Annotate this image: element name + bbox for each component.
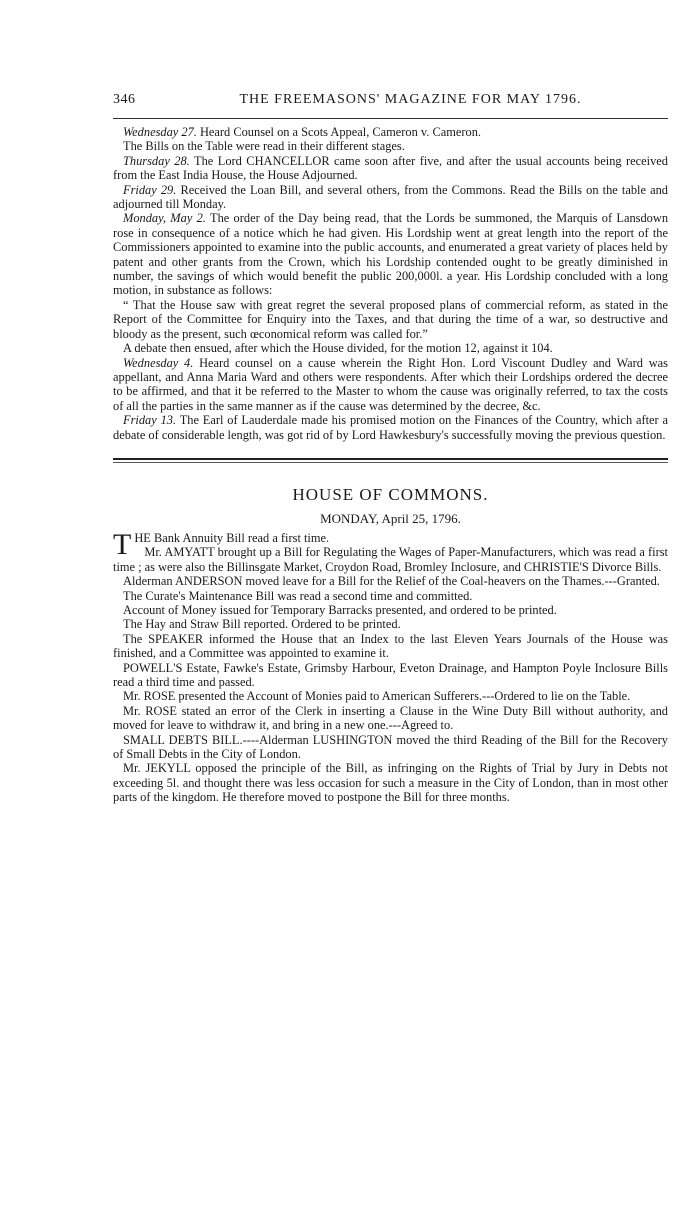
lords-entry: Thursday 28. The Lord CHANCELLOR came soon after five, and after the usual accounts being received from the East India House, the House Adjourned. (113, 153, 669, 183)
lords-entry: The Bills on the Table were read in their different stages. (123, 139, 405, 154)
lords-entry: Monday, May 2. The order of the Day being read, that the Lords be summoned, the Marquis of Lansdown rose in consequence of a notice which he had given. His Lordship went at great length into the report of the Commissioners appointed to examine into the public accounts, and enumerated a great variety of places held by patent and other grants from the Crown, which his Lordship contended ought to be greatly diminished in number, the savings of which would benefit the public 200,000l. a year. His Lordship concluded with a long motion, in substance as follows: (113, 211, 669, 298)
commons-entry: The Hay and Straw Bill reported. Ordered to be printed. (123, 617, 401, 632)
commons-entry: Mr. AMYATT brought up a Bill for Regulating the Wages of Paper-Manufacturers, which was read a first time ; as were also the Billinsgate Market, Croydon Road, Bromley Inclosure, and CHRISTIE'S Divorce Bills. (113, 545, 668, 574)
page-number: 346 (113, 92, 136, 107)
commons-entry: Mr. JEKYLL opposed the principle of the Bill, as infringing on the Rights of Trial by Jury in Debts not exceeding 5l. and thought there was less occasion for such a measure in the City of London, than in most other parts of the kingdom. He therefore moved to postpone the Bill for three months. (113, 761, 668, 805)
commons-proceedings (113, 527, 668, 805)
section-divider-thin (113, 462, 668, 463)
section-date: MONDAY, April 25, 1796. (320, 510, 461, 526)
lords-proceedings (113, 125, 668, 442)
lords-entry: Wednesday 4. Heard counsel on a cause wherein the Right Hon. Lord Viscount Dudley and Ward was appellant, and Anna Maria Ward and others were respondents. After which their Lordships ordered the decree to be affirmed, and that it be referred to the Master to whom the cause was originally referred, to tax the costs of all the parties in the same manner as if the cause was determined by the decree, &c. (113, 355, 668, 413)
commons-entry: Account of Money issued for Temporary Barracks presented, and ordered to be printed. (123, 602, 557, 617)
header-rule (113, 118, 668, 119)
lords-entry: A debate then ensued, after which the House divided, for the motion 12, against it 104. (123, 341, 553, 356)
lords-motion-quote: “ That the House saw with great regret the several proposed plans of commercial reform, as stated in the Report of the Committee for Enquiry into the Taxes, and that during the time of a war, so destructive and bloody as the present, such œconomical reform was called for.” (113, 297, 668, 341)
running-title: THE FREEMASONS' MAGAZINE FOR MAY 1796. (239, 92, 582, 107)
commons-entry: Alderman ANDERSON moved leave for a Bill for the Relief of the Coal-heavers on the Thames.---Granted. (123, 574, 660, 589)
commons-entry: Mr. ROSE presented the Account of Monies paid to American Sufferers.---Ordered to lie on the Table. (123, 689, 631, 704)
commons-entry: SMALL DEBTS BILL.----Alderman LUSHINGTON moved the third Reading of the Bill for the Recovery of Small Debts in the City of London. (113, 732, 668, 762)
commons-entry: POWELL'S Estate, Fawke's Estate, Grimsby Harbour, Eveton Drainage, and Hampton Poyle Inclosure Bills read a third time and passed. (113, 660, 668, 689)
lords-entry: Friday 29. Received the Loan Bill, and several others, from the Commons. Read the Bills on the table and adjourned till Monday. (113, 182, 669, 212)
running-header (113, 92, 668, 118)
drop-cap: T (113, 527, 132, 561)
commons-first-entry: THE Bank Annuity Bill read a first time. (113, 527, 330, 561)
commons-entry: The Curate's Maintenance Bill was read a second time and committed. (123, 588, 473, 603)
magazine-page (113, 92, 668, 805)
section-title: HOUSE OF COMMONS. (292, 484, 489, 504)
commons-entry: Mr. ROSE stated an error of the Clerk in inserting a Clause in the Wine Duty Bill without authority, and moved for leave to withdraw it, and bring in a new one.---Agreed to. (113, 703, 668, 733)
section-divider (113, 458, 668, 460)
lords-entry: Wednesday 27. Heard Counsel on a Scots Appeal, Cameron v. Cameron. (123, 125, 482, 139)
lords-entry: Friday 13. The Earl of Lauderdale made his promised motion on the Finances of the Country, which after a debate of considerable length, was got rid of by Lord Hawkesbury's successfully moving the previous question. (113, 413, 669, 442)
commons-entry: The SPEAKER informed the House that an Index to the last Eleven Years Journals of the House was finished, and a Committee was appointed to examine it. (113, 631, 668, 661)
